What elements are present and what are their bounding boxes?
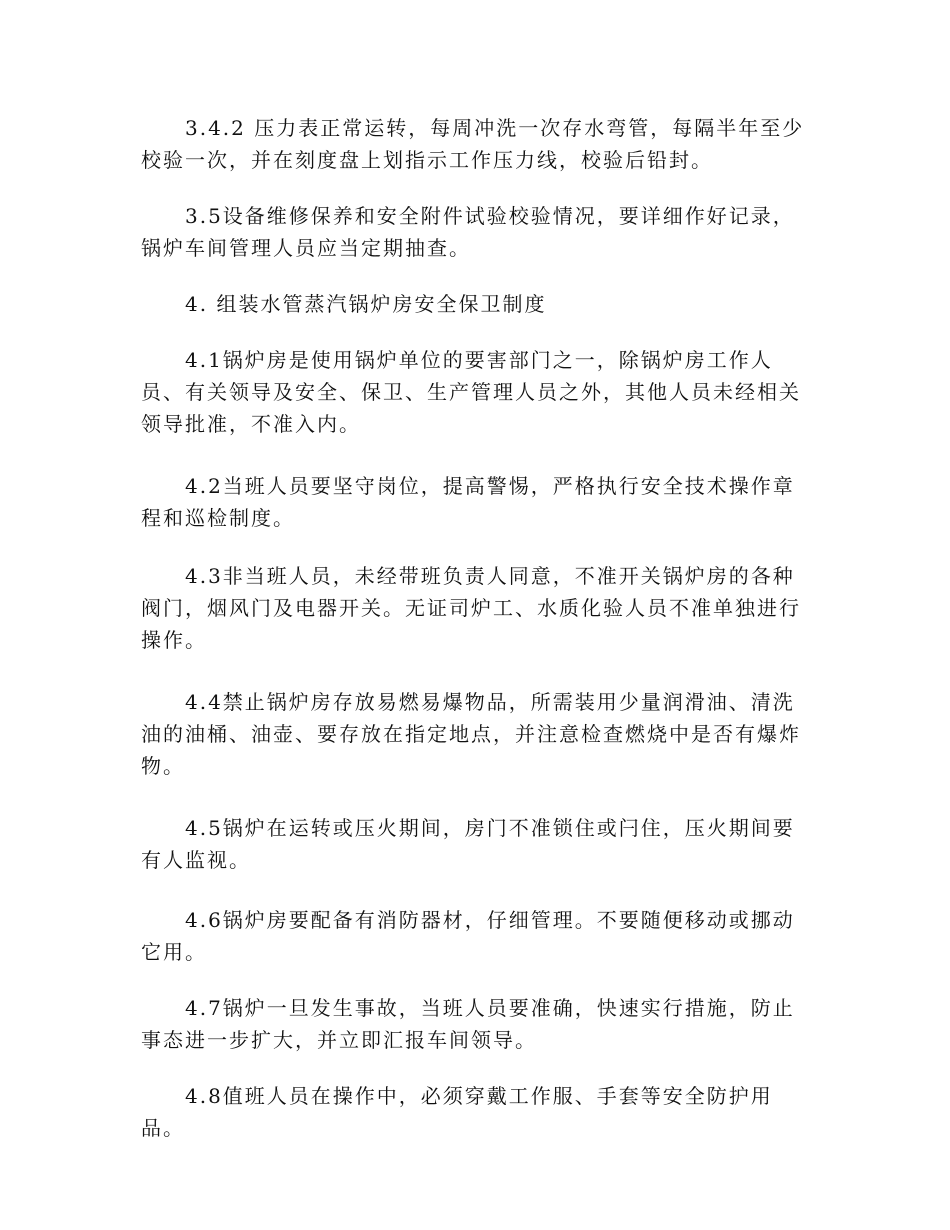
paragraph-4-2: 4.2当班人员要坚守岗位，提高警惕，严格执行安全技术操作章程和巡检制度。 (141, 474, 795, 530)
paragraph-4-6: 4.6锅炉房要配备有消防器材，仔细管理。不要随便移动或挪动它用。 (141, 908, 795, 964)
paragraph-4-8: 4.8值班人员在操作中，必须穿戴工作服、手套等安全防护用品。 (141, 1084, 773, 1140)
paragraph-4-1: 4.1锅炉房是使用锅炉单位的要害部门之一，除锅炉房工作人员、有关领导及安全、保卫、生产管理人员之外，其他人员未经相关领导批准，不准入内。 (141, 348, 801, 436)
section-heading-4: 4. 组装水管蒸汽锅炉房安全保卫制度 (185, 292, 547, 316)
paragraph-4-3: 4.3非当班人员，未经带班负责人同意，不准开关锅炉房的各种阀门，烟风门及电器开关。无证司炉工、水质化验人员不准单独进行操作。 (141, 564, 801, 652)
paragraph-4-4: 4.4禁止锅炉房存放易燃易爆物品，所需装用少量润滑油、清洗油的油桶、油壶、要存放在指定地点，并注意检查燃烧中是否有爆炸物。 (141, 690, 801, 778)
paragraph-3-4-2: 3.4.2 压力表正常运转，每周冲洗一次存水弯管，每隔半年至少校验一次，并在刻度盘上划指示工作压力线，校验后铅封。 (141, 116, 805, 172)
paragraph-3-5: 3.5设备维修保养和安全附件试验校验情况，要详细作好记录，锅炉车间管理人员应当定期抽查。 (141, 204, 795, 260)
paragraph-4-7: 4.7锅炉一旦发生事故，当班人员要准确，快速实行措施，防止事态进一步扩大，并立即汇报车间领导。 (141, 996, 795, 1052)
paragraph-4-5: 4.5锅炉在运转或压火期间，房门不准锁住或闩住，压火期间要有人监视。 (141, 816, 795, 872)
